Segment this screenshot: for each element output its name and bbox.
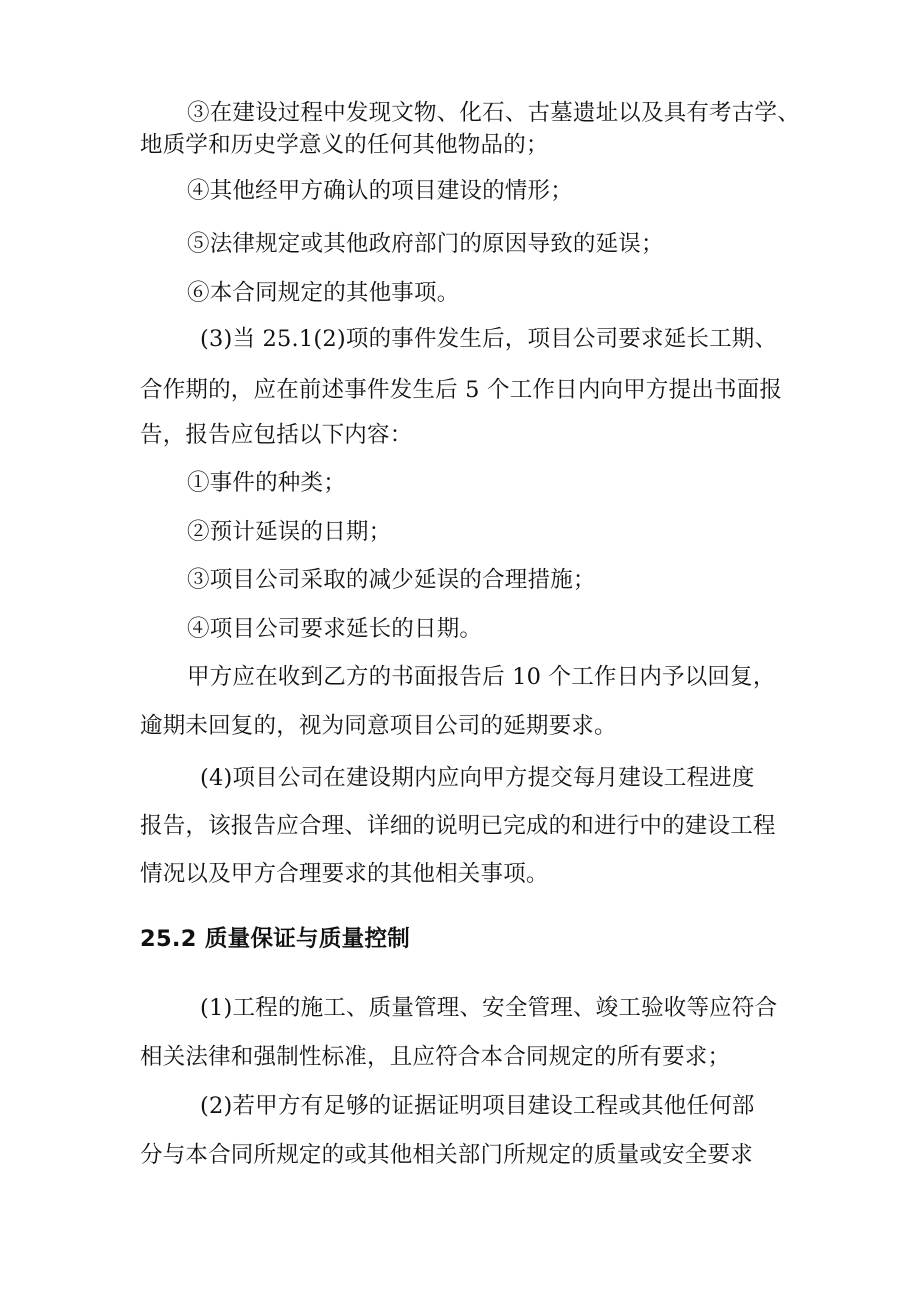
- clause-4-line-1: (4)项目公司在建设期内应向甲方提交每月建设工程进度: [200, 765, 755, 791]
- quality-clause-2-line-2: 分与本合同所规定的或其他相关部门所规定的质量或安全要求: [140, 1142, 753, 1168]
- clause-3-line-2: 合作期的，应在前述事件发生后 5 个工作日内向甲方提出书面报: [140, 377, 783, 403]
- item-3-cultural-relics-line-1: ③在建设过程中发现文物、化石、古墓遗址以及具有考古学、: [187, 100, 800, 126]
- report-item-4: ④项目公司要求延长的日期。: [187, 616, 483, 642]
- clause-3-line-3: 告，报告应包括以下内容：: [140, 422, 413, 448]
- reply-paragraph-line-2: 逾期未回复的，视为同意项目公司的延期要求。: [140, 713, 617, 739]
- report-item-1: ①事件的种类；: [187, 470, 346, 496]
- quality-clause-2-line-1: (2)若甲方有足够的证据证明项目建设工程或其他任何部: [200, 1093, 755, 1119]
- clause-3-line-1: (3)当 25.1(2)项的事件发生后，项目公司要求延长工期、: [200, 326, 778, 352]
- item-3-cultural-relics-line-2: 地质学和历史学意义的任何其他物品的；: [140, 132, 549, 158]
- quality-clause-1-line-2: 相关法律和强制性标准，且应符合本合同规定的所有要求；: [140, 1044, 731, 1070]
- item-4-other-circumstances: ④其他经甲方确认的项目建设的情形；: [187, 178, 573, 204]
- report-item-2: ②预计延误的日期；: [187, 519, 392, 545]
- clause-4-line-3: 情况以及甲方合理要求的其他相关事项。: [140, 861, 549, 887]
- quality-clause-1-line-1: (1)工程的施工、质量管理、安全管理、竣工验收等应符合: [200, 995, 778, 1021]
- item-5-legal-delay: ⑤法律规定或其他政府部门的原因导致的延误；: [187, 231, 664, 257]
- clause-4-line-2: 报告，该报告应合理、详细的说明已完成的和进行中的建设工程: [140, 813, 776, 839]
- reply-paragraph-line-1: 甲方应在收到乙方的书面报告后 10 个工作日内予以回复，: [187, 664, 776, 690]
- report-item-3: ③项目公司采取的减少延误的合理措施；: [187, 567, 596, 593]
- item-6-other-matters: ⑥本合同规定的其他事项。: [187, 280, 460, 306]
- section-heading-25-2: 25.2 质量保证与质量控制: [140, 926, 411, 952]
